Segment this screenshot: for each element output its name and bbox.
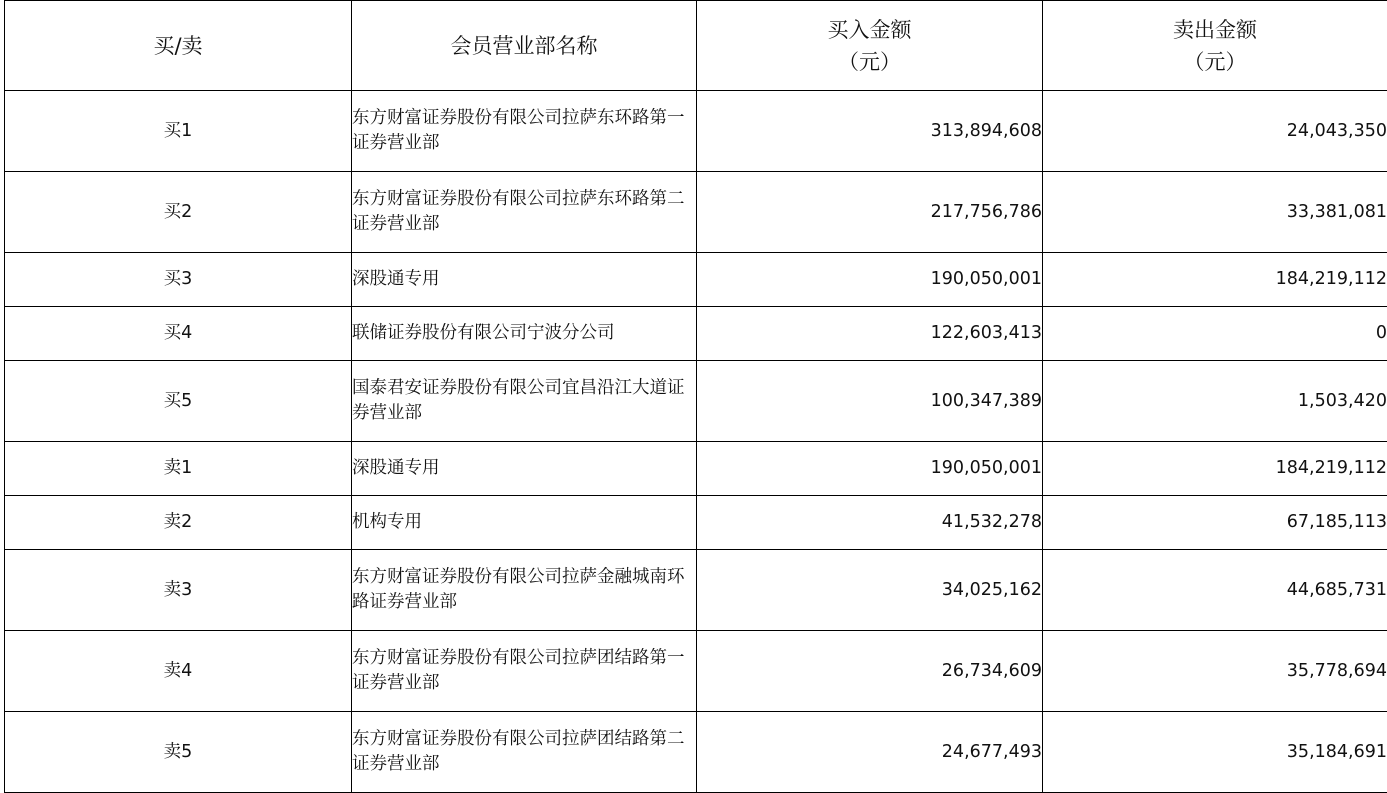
member-name-cell: 东方财富证券股份有限公司拉萨东环路第二证券营业部 xyxy=(352,172,697,253)
side-cell: 卖3 xyxy=(5,550,352,631)
table-header-row xyxy=(5,1,1387,91)
sell-amount-cell: 33,381,081 xyxy=(1043,172,1387,253)
sell-amount-cell: 0 xyxy=(1043,307,1387,361)
sell-amount-cell: 184,219,112 xyxy=(1043,442,1387,496)
table-row xyxy=(5,550,1387,631)
sell-amount-cell: 1,503,420 xyxy=(1043,361,1387,442)
sell-amount-cell: 44,685,731 xyxy=(1043,550,1387,631)
buy-amount-cell: 190,050,001 xyxy=(697,253,1043,307)
member-name-cell: 东方财富证券股份有限公司拉萨东环路第一证券营业部 xyxy=(352,91,697,172)
table-row xyxy=(5,361,1387,442)
buy-amount-cell: 100,347,389 xyxy=(697,361,1043,442)
buy-amount-cell: 34,025,162 xyxy=(697,550,1043,631)
trading-seat-table xyxy=(4,0,1387,793)
buy-amount-cell: 190,050,001 xyxy=(697,442,1043,496)
member-name-cell: 东方财富证券股份有限公司拉萨团结路第二证券营业部 xyxy=(352,712,697,793)
header-member-name xyxy=(352,1,697,91)
member-name-cell: 机构专用 xyxy=(352,496,697,550)
side-cell: 卖4 xyxy=(5,631,352,712)
sell-amount-cell: 24,043,350 xyxy=(1043,91,1387,172)
buy-amount-cell: 313,894,608 xyxy=(697,91,1043,172)
table-row xyxy=(5,631,1387,712)
buy-amount-cell: 26,734,609 xyxy=(697,631,1043,712)
sell-amount-cell: 67,185,113 xyxy=(1043,496,1387,550)
header-sell-amount xyxy=(1043,1,1387,91)
side-cell: 买3 xyxy=(5,253,352,307)
table-row xyxy=(5,253,1387,307)
header-buy-amount-label: 买入金额 xyxy=(697,14,1042,46)
header-sell-amount-label: 卖出金额 xyxy=(1043,14,1387,46)
member-name-cell: 联储证券股份有限公司宁波分公司 xyxy=(352,307,697,361)
header-buy-unit: （元） xyxy=(697,46,1042,78)
sell-amount-cell: 184,219,112 xyxy=(1043,253,1387,307)
side-cell: 卖1 xyxy=(5,442,352,496)
table-row xyxy=(5,442,1387,496)
side-cell: 买1 xyxy=(5,91,352,172)
member-name-cell: 东方财富证券股份有限公司拉萨团结路第一证券营业部 xyxy=(352,631,697,712)
table-row xyxy=(5,91,1387,172)
member-name-cell: 深股通专用 xyxy=(352,253,697,307)
side-cell: 卖5 xyxy=(5,712,352,793)
buy-amount-cell: 41,532,278 xyxy=(697,496,1043,550)
header-buy-amount xyxy=(697,1,1043,91)
header-sell-unit: （元） xyxy=(1043,46,1387,78)
buy-amount-cell: 217,756,786 xyxy=(697,172,1043,253)
member-name-cell: 国泰君安证券股份有限公司宜昌沿江大道证券营业部 xyxy=(352,361,697,442)
sell-amount-cell: 35,184,691 xyxy=(1043,712,1387,793)
side-cell: 卖2 xyxy=(5,496,352,550)
buy-amount-cell: 122,603,413 xyxy=(697,307,1043,361)
header-member-name-label: 会员营业部名称 xyxy=(451,34,598,58)
sell-amount-cell: 35,778,694 xyxy=(1043,631,1387,712)
header-side xyxy=(5,1,352,91)
member-name-cell: 深股通专用 xyxy=(352,442,697,496)
side-cell: 买5 xyxy=(5,361,352,442)
table-row xyxy=(5,496,1387,550)
header-side-label: 买/卖 xyxy=(153,34,202,58)
member-name-cell: 东方财富证券股份有限公司拉萨金融城南环路证券营业部 xyxy=(352,550,697,631)
side-cell: 买2 xyxy=(5,172,352,253)
table-row xyxy=(5,307,1387,361)
buy-amount-cell: 24,677,493 xyxy=(697,712,1043,793)
table-row xyxy=(5,712,1387,793)
side-cell: 买4 xyxy=(5,307,352,361)
table-row xyxy=(5,172,1387,253)
